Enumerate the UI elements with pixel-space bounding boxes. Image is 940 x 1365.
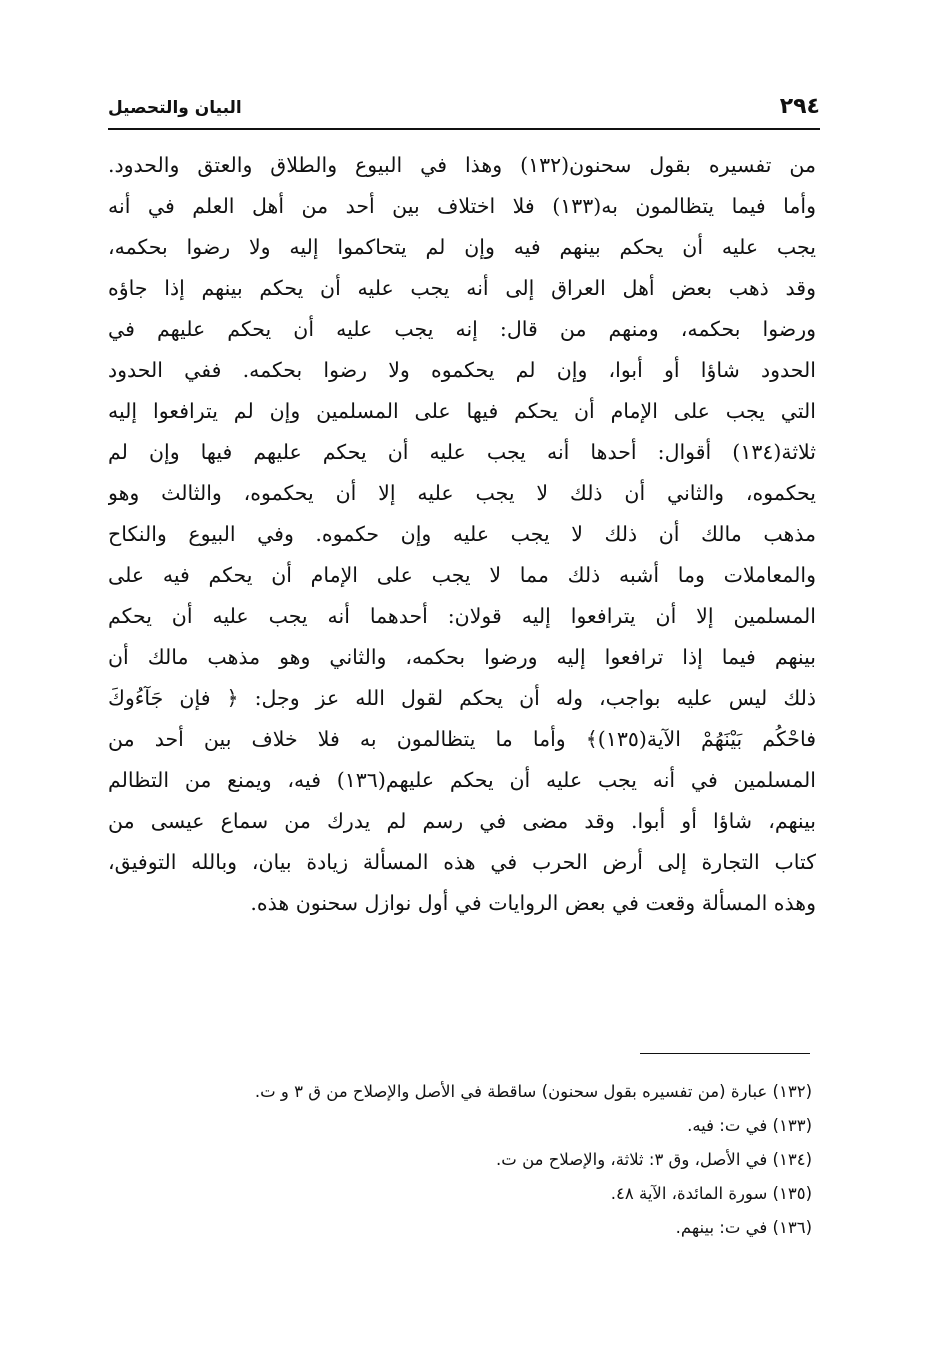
- page-header: [108, 92, 820, 128]
- text-line: يجب عليه أن يحكم بينهم فيه وإن لم يتحاكموا إليه ولا رضوا بحكمه،: [108, 235, 816, 259]
- text-line: كتاب التجارة إلى أرض الحرب في هذه المسألة زيادة بيان، وبالله التوفيق،: [108, 850, 816, 874]
- footnote: (١٣٦) في ت: بينهم.: [675, 1218, 812, 1237]
- text-line: التي يجب على الإمام أن يحكم فيها على المسلمين وإن لم يترافعوا إليه: [108, 399, 816, 423]
- text-line: من تفسيره بقول سحنون(١٣٢) وهذا في البيوع والطلاق والعتق والحدود.: [108, 153, 816, 177]
- footnote: (١٣٥) سورة المائدة، الآية ٤٨.: [610, 1184, 812, 1203]
- text-line: وأما فيما يتظالمون به(١٣٣) فلا اختلاف بين أحد من أهل العلم في أنه: [108, 194, 816, 218]
- text-line: بينهم فيما إذا ترافعوا إليه ورضوا بحكمه، والثاني وهو مذهب مالك أن: [108, 645, 816, 669]
- text-line: يحكموه، والثاني أن ذلك لا يجب عليه إلا أن يحكموه، والثالث وهو: [108, 481, 816, 505]
- text-line: مذهب مالك أن ذلك لا يجب عليه وإن حكموه. وفي البيوع والنكاح: [108, 522, 816, 546]
- footnote-divider: [640, 1053, 810, 1054]
- header-divider: [108, 128, 820, 130]
- footnote: (١٣٣) في ت: فيه.: [687, 1116, 812, 1135]
- page-number: ٢٩٤: [779, 94, 820, 119]
- text-line: فاحْكُم بَيْنَهُمْ الآية(١٣٥)﴾ وأما ما يتظالمون به فلا خلاف بين أحد من: [108, 727, 816, 751]
- text-line: ورضوا بحكمه، ومنهم من قال: إنه يجب عليه أن يحكم عليهم في: [108, 317, 816, 341]
- text-line: بينهم، شاؤا أو أبوا. وقد مضى في رسم لم يدرك من سماع عيسى من: [108, 809, 816, 833]
- text-line: المسلمين إلا أن يترافعوا إليه قولان: أحدهما أنه يجب عليه أن يحكم: [108, 604, 816, 628]
- footnotes: [108, 1075, 812, 1245]
- running-title: البيان والتحصيل: [108, 98, 242, 118]
- main-text: [108, 145, 816, 924]
- text-line: المسلمين في أنه يجب عليه أن يحكم عليهم(١٣٦) فيه، ويمنع من التظالم: [108, 768, 816, 792]
- text-line: وهذه المسألة وقعت في بعض الروايات في أول نوازل سحنون هذه.: [250, 891, 816, 915]
- footnote: (١٣٤) في الأصل، وق ٣: ثلاثة، والإصلاح من ت.: [496, 1150, 812, 1169]
- footnote: (١٣٢) عبارة (من تفسيره بقول سحنون) ساقطة في الأصل والإصلاح من ق ٣ و ت.: [254, 1082, 812, 1101]
- text-line: الحدود شاؤا أو أبوا، وإن لم يحكموه ولا رضوا بحكمه. ففي الحدود: [108, 358, 816, 382]
- text-line: والمعاملات وما أشبه ذلك مما لا يجب على الإمام أن يحكم فيه على: [108, 563, 816, 587]
- text-line: وقد ذهب بعض أهل العراق إلى أنه يجب عليه أن يحكم بينهم إذا جاؤه: [108, 276, 816, 300]
- text-line: ذلك ليس عليه بواجب، وله أن يحكم لقول الله عز وجل: ﴿ فإن جَآءُوكَ: [108, 686, 816, 710]
- text-line: ثلاثة(١٣٤) أقوال: أحدها أنه يجب عليه أن يحكم عليهم فيها وإن لم: [108, 440, 816, 464]
